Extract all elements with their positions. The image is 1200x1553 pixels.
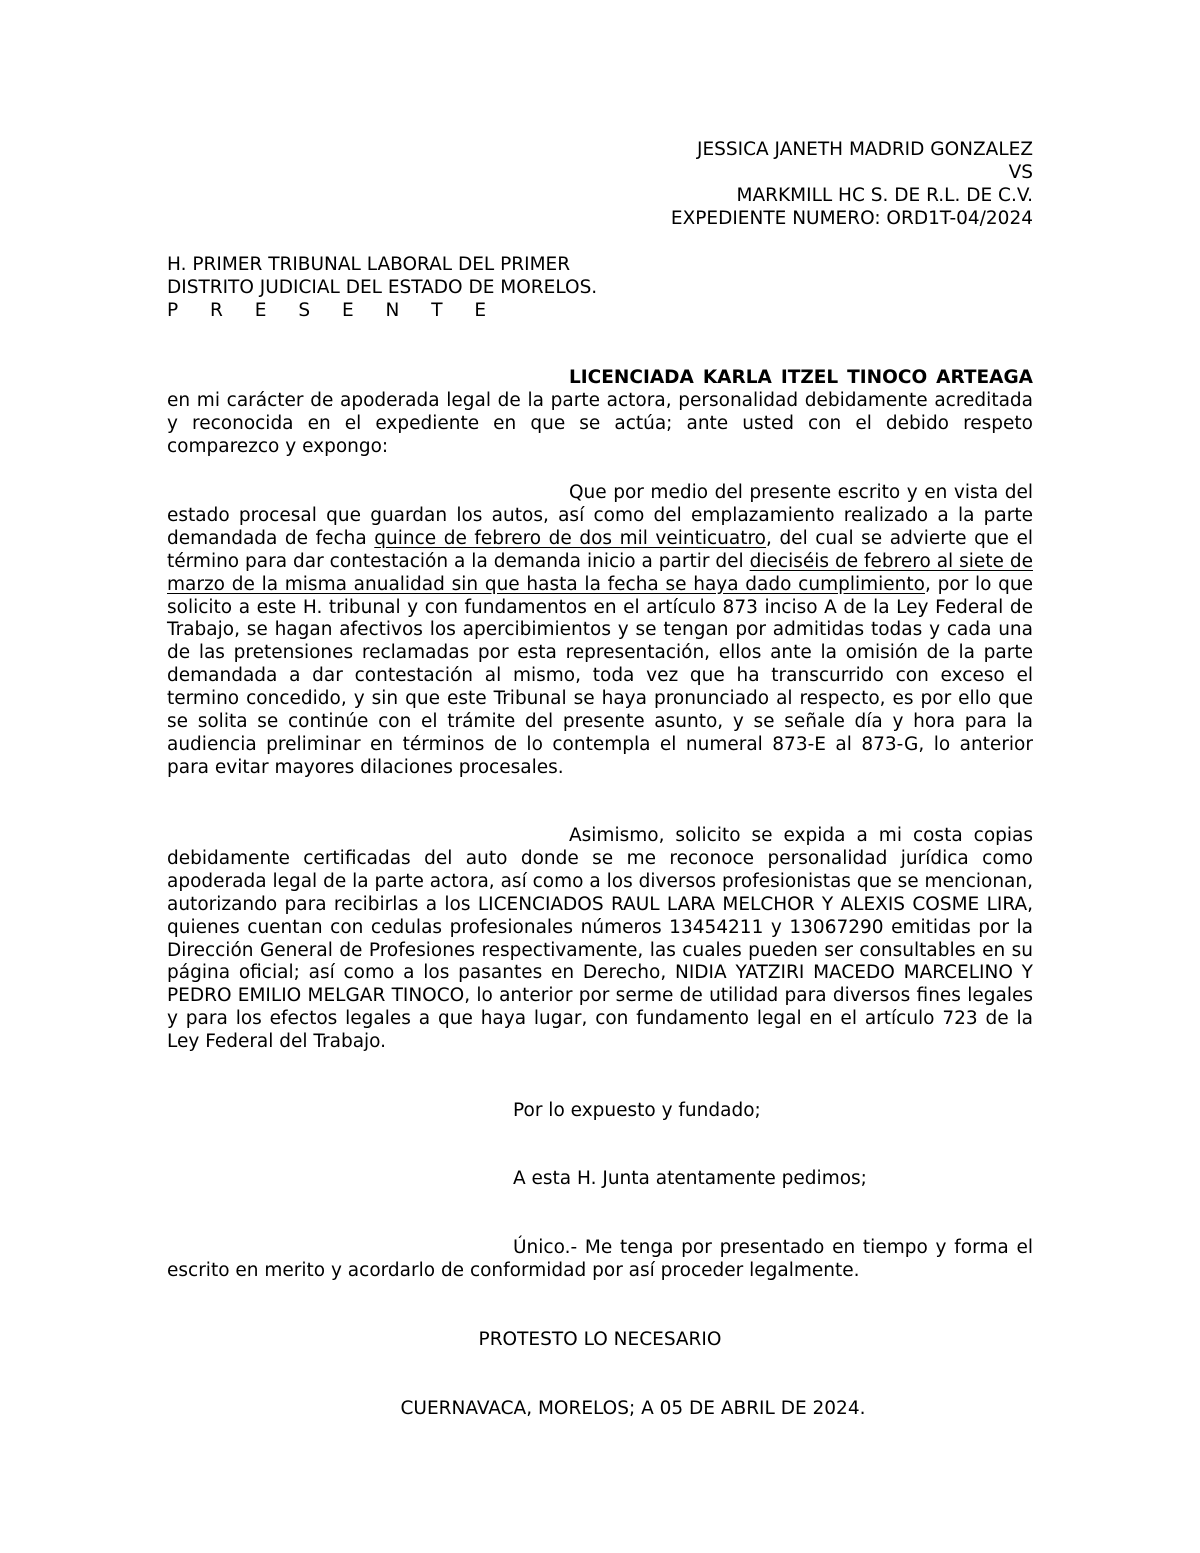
intro-text: en mi carácter de apoderada legal de la parte actora, personalidad debidamente acreditada y reconocida en el expediente en que se actúa; ante usted con el debido respeto comparezco y expongo:	[167, 389, 1033, 457]
copies-request-paragraph: Asimismo, solicito se expida a mi costa copias debidamente certificadas del auto donde se me reconoce personalidad jurídica como apoderada legal de la parte actora, así como a los diversos profesionistas que se mencionan, autorizando para recibirlas a los LICENCIADOS RAUL LARA MELCHOR Y ALEXIS COSME LIRA, quienes cuentan con cedulas profesionales números 13454211 y 13067290 emitidas por la Dirección General de Profesiones respectivamente, las cuales pueden ser consultables en su página oficial; así como a los pasantes en Derecho, NIDIA YATZIRI MACEDO MARCELINO Y PEDRO EMILIO MELGAR TINOCO, lo anterior por serme de utilidad para diversos fines legales y para los efectos legales a que haya lugar, con fundamento legal en el artículo 723 de la Ley Federal del Trabajo.	[167, 825, 1033, 1053]
protesto-line: PROTESTO LO NECESARIO	[478, 1329, 722, 1350]
addressee-block	[167, 253, 597, 322]
addressee-line-2: DISTRITO JUDICIAL DEL ESTADO DE MORELOS.	[167, 277, 598, 298]
attorney-name: LICENCIADA KARLA ITZEL TINOCO ARTEAGA	[569, 367, 1033, 388]
intro-paragraph	[167, 367, 1033, 459]
case-number: EXPEDIENTE NUMERO: ORD1T-04/2024	[670, 208, 1033, 229]
main-paragraph	[167, 482, 1033, 780]
place-date-line: CUERNAVACA, MORELOS; A 05 DE ABRIL DE 2024.	[400, 1398, 866, 1419]
unico-paragraph: Único.- Me tenga por presentado en tiempo y forma el escrito en merito y acordarlo de conformidad por así proceder legalmente.	[167, 1237, 1033, 1281]
deadline-period: dieciséis de febrero al siete de marzo de la misma anualidad sin que hasta la fecha se haya dado cumplimiento	[167, 550, 1033, 595]
addressee-line-1: H. PRIMER TRIBUNAL LABORAL DEL PRIMER	[167, 254, 571, 275]
defendant-name: MARKMILL HC S. DE R.L. DE C.V.	[736, 185, 1033, 206]
closing-line-1: Por lo expuesto y fundado;	[513, 1100, 761, 1121]
main-paragraph-part-1: Que por medio del presente escrito y en vista del estado procesal que guardan los autos, así como del emplazamiento realizado a la parte demandada de fecha	[167, 482, 1033, 549]
addressee-presente: P R E S E N T E	[167, 300, 500, 321]
main-paragraph-part-3: , por lo que solicito a este H. tribunal y con fundamentos en el artículo 873 inciso A de la Ley Federal de Trabajo, se hagan afectivos los apercibimientos y se tengan por admitidas todas y cada una de las pretensiones reclamadas por esta representación, ellos ante la omisión de la parte demandada a dar contestación al mismo, toda vez que ha transcurrido con exceso el termino concedido, y sin que este Tribunal se haya pronunciado al respecto, es por ello que se solita se continúe con el trámite del presente asunto, y se señale día y hora para la audiencia preliminar en términos de lo contempla el numeral 873-E al 873-G, lo anterior para evitar mayores dilaciones procesales.	[167, 573, 1034, 778]
closing-line-2: A esta H. Junta atentamente pedimos;	[513, 1168, 867, 1189]
plaintiff-name: JESSICA JANETH MADRID GONZALEZ	[697, 139, 1033, 160]
case-caption	[560, 138, 1033, 230]
notification-date: quince de febrero de dos mil veinticuatro	[374, 527, 767, 549]
main-paragraph-part-2: , del cual se advierte que el término para dar contestación a la demanda inicio a partir del	[167, 527, 1033, 572]
versus-label: VS	[1008, 162, 1033, 183]
